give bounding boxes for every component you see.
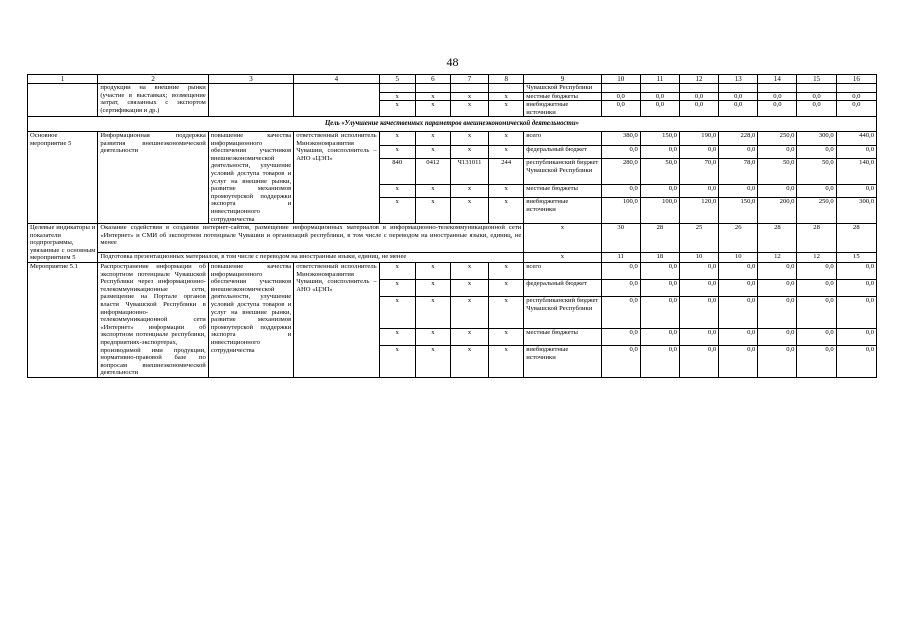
- funding-source: внебюджетные источники: [524, 198, 601, 224]
- year-value: 0,0: [601, 101, 640, 117]
- activity-name: Основное мероприятие 5: [28, 131, 98, 223]
- indicator-value: 28: [640, 224, 679, 253]
- program-table: [27, 74, 877, 378]
- year-value: 0,0: [836, 263, 876, 280]
- budget-code: х: [379, 198, 415, 224]
- budget-code: х: [415, 280, 450, 297]
- budget-code: х: [489, 131, 524, 145]
- budget-code: [450, 84, 488, 93]
- column-number-header: 4: [294, 75, 379, 84]
- budget-code: [489, 84, 524, 93]
- year-value: 380,0: [601, 131, 640, 145]
- column-number-header: 14: [758, 75, 797, 84]
- indicator-value: 12: [758, 252, 797, 262]
- indicator-value: 10: [679, 252, 718, 262]
- indicator-text: Подготовка презентационных материалов, в том числе с переводом на иностранные языки, единиц, не менее: [98, 252, 524, 262]
- year-value: 0,0: [601, 145, 640, 159]
- funding-source: местные бюджеты: [524, 328, 601, 345]
- year-value: [836, 84, 876, 93]
- budget-code: х: [415, 345, 450, 377]
- year-value: 0,0: [679, 297, 718, 329]
- budget-code: х: [379, 131, 415, 145]
- budget-code: х: [450, 280, 488, 297]
- indicator-value: 15: [836, 252, 876, 262]
- indicator-value: 25: [679, 224, 718, 253]
- year-value: 0,0: [719, 297, 758, 329]
- budget-code: Ч131011: [450, 159, 488, 185]
- budget-code: х: [489, 184, 524, 198]
- table-body: [28, 75, 877, 378]
- year-value: 150,0: [719, 198, 758, 224]
- continuation-c4: [294, 84, 379, 117]
- year-value: 0,0: [640, 263, 679, 280]
- year-value: 0,0: [719, 280, 758, 297]
- year-value: 0,0: [601, 328, 640, 345]
- column-number-header: 5: [379, 75, 415, 84]
- year-value: [640, 84, 679, 93]
- goal-title: Цель «Улучшение качественных параметров внешнеэкономической деятельности»: [28, 117, 877, 132]
- budget-code: х: [379, 92, 415, 101]
- year-value: 0,0: [758, 345, 797, 377]
- column-number-header: 15: [797, 75, 836, 84]
- budget-code: х: [489, 198, 524, 224]
- year-value: 0,0: [836, 280, 876, 297]
- column-number-header: 9: [524, 75, 601, 84]
- activity-description: Информационная поддержка развития внешнеэкономической деятельности: [98, 131, 209, 223]
- year-value: 0,0: [719, 92, 758, 101]
- year-value: 0,0: [640, 92, 679, 101]
- budget-code: х: [489, 345, 524, 377]
- year-value: 100,0: [601, 198, 640, 224]
- year-value: 0,0: [640, 280, 679, 297]
- budget-code: х: [489, 328, 524, 345]
- year-value: 78,0: [719, 159, 758, 185]
- year-value: 0,0: [836, 184, 876, 198]
- year-value: 70,0: [679, 159, 718, 185]
- indicator-value: 26: [719, 224, 758, 253]
- page-number: 48: [446, 55, 459, 69]
- indicator-value: 28: [836, 224, 876, 253]
- year-value: 0,0: [719, 328, 758, 345]
- funding-source: республиканский бюджет Чувашской Республики: [524, 159, 601, 185]
- funding-source: федеральный бюджет: [524, 145, 601, 159]
- year-value: 0,0: [797, 184, 836, 198]
- budget-code: х: [415, 328, 450, 345]
- budget-code: х: [489, 92, 524, 101]
- column-number-header: 16: [836, 75, 876, 84]
- main5-row: [28, 131, 877, 145]
- year-value: 0,0: [679, 263, 718, 280]
- funding-source: Чувашской Республики: [524, 84, 601, 93]
- budget-code: х: [415, 101, 450, 117]
- indicator-value: 28: [797, 224, 836, 253]
- budget-code: х: [450, 328, 488, 345]
- indicator-value: 11: [601, 252, 640, 262]
- indicator-text: Оказание содействия в создании интернет-сайтов, размещение информационных материалов в информационно-телекоммуникационной сети «Интернет» и СМИ об экспортном потенциале Чувашии и организаций республики, в том числе с переводом на иностранные языки, единиц, не менее: [98, 224, 524, 253]
- budget-code: х: [489, 280, 524, 297]
- year-value: 250,0: [797, 198, 836, 224]
- year-value: 0,0: [679, 101, 718, 117]
- indicator-row: [28, 224, 877, 253]
- header-row: [28, 75, 877, 84]
- budget-code: х: [450, 297, 488, 329]
- year-value: 0,0: [640, 297, 679, 329]
- year-value: 50,0: [797, 159, 836, 185]
- goal-row: [28, 117, 877, 132]
- indicator-value: 10: [719, 252, 758, 262]
- budget-code: [379, 84, 415, 93]
- year-value: 0,0: [640, 328, 679, 345]
- funding-source: всего: [524, 263, 601, 280]
- year-value: 0,0: [797, 345, 836, 377]
- year-value: 0,0: [836, 345, 876, 377]
- budget-code: х: [450, 101, 488, 117]
- budget-code: х: [450, 184, 488, 198]
- year-value: 0,0: [797, 101, 836, 117]
- column-number-header: 12: [679, 75, 718, 84]
- budget-code: х: [379, 184, 415, 198]
- funding-source: местные бюджеты: [524, 184, 601, 198]
- year-value: 0,0: [679, 184, 718, 198]
- activity-description: Распространение информации об экспортном потенциале Чувашской Республики через информационно-телекоммуникационные сети, размещение на Портале органов власти Чувашской Республики в информационно-телекоммуникационной сети «Интернет» информации об экспортном потенциале республики, предприятиях-экспортерах, производимой ими продукции, нормативно-правовой базе по вопросам внешнеэкономической деятельности: [98, 263, 209, 378]
- year-value: 300,0: [797, 131, 836, 145]
- budget-code: х: [415, 297, 450, 329]
- budget-code: х: [415, 198, 450, 224]
- column-number-header: 3: [208, 75, 293, 84]
- year-value: 0,0: [601, 280, 640, 297]
- year-value: 0,0: [797, 328, 836, 345]
- budget-code: х: [379, 263, 415, 280]
- budget-code: 244: [489, 159, 524, 185]
- budget-code: х: [450, 345, 488, 377]
- year-value: 0,0: [836, 101, 876, 117]
- budget-code: х: [379, 145, 415, 159]
- budget-code: х: [415, 263, 450, 280]
- year-value: [601, 84, 640, 93]
- indicator-x: х: [524, 224, 601, 253]
- year-value: 0,0: [836, 145, 876, 159]
- budget-code: х: [489, 297, 524, 329]
- year-value: 0,0: [601, 92, 640, 101]
- year-value: 0,0: [679, 92, 718, 101]
- budget-code: х: [489, 263, 524, 280]
- year-value: 0,0: [601, 345, 640, 377]
- continuation-c1: [28, 84, 98, 117]
- column-number-header: 1: [28, 75, 98, 84]
- expected-result: повышение качества информационного обеспечения участников внешнеэкономической деятельности, улучшение условий доступа товаров и услуг на внешние рынки, развитие механизмов промоутерской поддержки экспорта и инвестиционного сотрудничества: [208, 263, 293, 378]
- activity51-row: [28, 263, 877, 280]
- funding-source: внебюджетные источники: [524, 345, 601, 377]
- column-number-header: 6: [415, 75, 450, 84]
- year-value: 0,0: [640, 345, 679, 377]
- budget-code: х: [450, 198, 488, 224]
- year-value: 0,0: [758, 92, 797, 101]
- budget-code: х: [379, 101, 415, 117]
- indicator-value: 28: [758, 224, 797, 253]
- year-value: 0,0: [719, 145, 758, 159]
- year-value: [758, 84, 797, 93]
- year-value: 140,0: [836, 159, 876, 185]
- budget-code: х: [415, 145, 450, 159]
- funding-source: федеральный бюджет: [524, 280, 601, 297]
- budget-code: х: [379, 280, 415, 297]
- year-value: 280,0: [601, 159, 640, 185]
- budget-code: х: [379, 328, 415, 345]
- year-value: 0,0: [758, 297, 797, 329]
- executor: ответственный исполнитель Минэкономразвития Чувашии, соисполнитель – АНО «ЦЭП»: [294, 263, 379, 378]
- year-value: 190,0: [679, 131, 718, 145]
- budget-code: х: [415, 184, 450, 198]
- year-value: 0,0: [836, 297, 876, 329]
- continuation-row: [28, 84, 877, 93]
- funding-source: всего: [524, 131, 601, 145]
- year-value: 0,0: [679, 280, 718, 297]
- budget-code: 840: [379, 159, 415, 185]
- year-value: 0,0: [640, 184, 679, 198]
- year-value: 0,0: [679, 328, 718, 345]
- budget-code: х: [415, 131, 450, 145]
- year-value: 0,0: [758, 263, 797, 280]
- year-value: 0,0: [758, 101, 797, 117]
- year-value: 300,0: [836, 198, 876, 224]
- continuation-measure-text: продукции на внешние рынки (участие в выставках; возмещение затрат, связанных с экспортом (сертификация и др.): [98, 84, 209, 117]
- column-number-header: 8: [489, 75, 524, 84]
- column-number-header: 11: [640, 75, 679, 84]
- expected-result: повышение качества информационного обеспечения участников внешнеэкономической деятельности, улучшение условий доступа товаров и услуг на внешние рынки, развитие механизмов промоутерской поддержки экспорта и инвестиционного сотрудничества: [208, 131, 293, 223]
- year-value: 0,0: [758, 280, 797, 297]
- indicator-row: [28, 252, 877, 262]
- year-value: 0,0: [797, 263, 836, 280]
- year-value: 0,0: [719, 101, 758, 117]
- year-value: 440,0: [836, 131, 876, 145]
- year-value: 120,0: [679, 198, 718, 224]
- year-value: 200,0: [758, 198, 797, 224]
- column-number-header: 2: [98, 75, 209, 84]
- budget-code: х: [489, 101, 524, 117]
- budget-code: х: [450, 131, 488, 145]
- year-value: 0,0: [797, 280, 836, 297]
- column-number-header: 10: [601, 75, 640, 84]
- budget-code: [415, 84, 450, 93]
- year-value: 0,0: [797, 297, 836, 329]
- column-number-header: 13: [719, 75, 758, 84]
- budget-code: х: [379, 345, 415, 377]
- year-value: 0,0: [758, 328, 797, 345]
- year-value: [719, 84, 758, 93]
- column-number-header: 7: [450, 75, 488, 84]
- year-value: 0,0: [836, 328, 876, 345]
- year-value: 0,0: [719, 345, 758, 377]
- year-value: 0,0: [719, 263, 758, 280]
- budget-code: 0412: [415, 159, 450, 185]
- funding-source: внебюджетные источники: [524, 101, 601, 117]
- year-value: 0,0: [601, 263, 640, 280]
- budget-code: х: [450, 92, 488, 101]
- budget-code: х: [450, 263, 488, 280]
- indicator-value: 12: [797, 252, 836, 262]
- year-value: 50,0: [640, 159, 679, 185]
- budget-code: х: [450, 145, 488, 159]
- year-value: 100,0: [640, 198, 679, 224]
- year-value: 0,0: [601, 184, 640, 198]
- executor: ответственный исполнитель Минэкономразвития Чувашии, соисполнитель – АНО «ЦЭП»: [294, 131, 379, 223]
- indicator-x: х: [524, 252, 601, 262]
- funding-source: местные бюджеты: [524, 92, 601, 101]
- year-value: 0,0: [640, 101, 679, 117]
- year-value: 0,0: [836, 92, 876, 101]
- year-value: 0,0: [640, 145, 679, 159]
- year-value: 0,0: [758, 145, 797, 159]
- funding-source: республиканский бюджет Чувашской Республики: [524, 297, 601, 329]
- budget-code: х: [415, 92, 450, 101]
- indicator-value: 30: [601, 224, 640, 253]
- year-value: 0,0: [679, 145, 718, 159]
- continuation-c3: [208, 84, 293, 117]
- year-value: 0,0: [719, 184, 758, 198]
- year-value: [797, 84, 836, 93]
- year-value: 50,0: [758, 159, 797, 185]
- year-value: 150,0: [640, 131, 679, 145]
- year-value: 228,0: [719, 131, 758, 145]
- budget-code: х: [379, 297, 415, 329]
- year-value: 250,0: [758, 131, 797, 145]
- activity-name: Мероприятие 5.1: [28, 263, 98, 378]
- year-value: 0,0: [797, 145, 836, 159]
- year-value: 0,0: [679, 345, 718, 377]
- year-value: [679, 84, 718, 93]
- budget-code: х: [489, 145, 524, 159]
- year-value: 0,0: [797, 92, 836, 101]
- indicators-label: Целевые индикаторы и показатели подпрограммы, увязанные с основным мероприятием 5: [28, 224, 98, 263]
- year-value: 0,0: [601, 297, 640, 329]
- indicator-value: 18: [640, 252, 679, 262]
- year-value: 0,0: [758, 184, 797, 198]
